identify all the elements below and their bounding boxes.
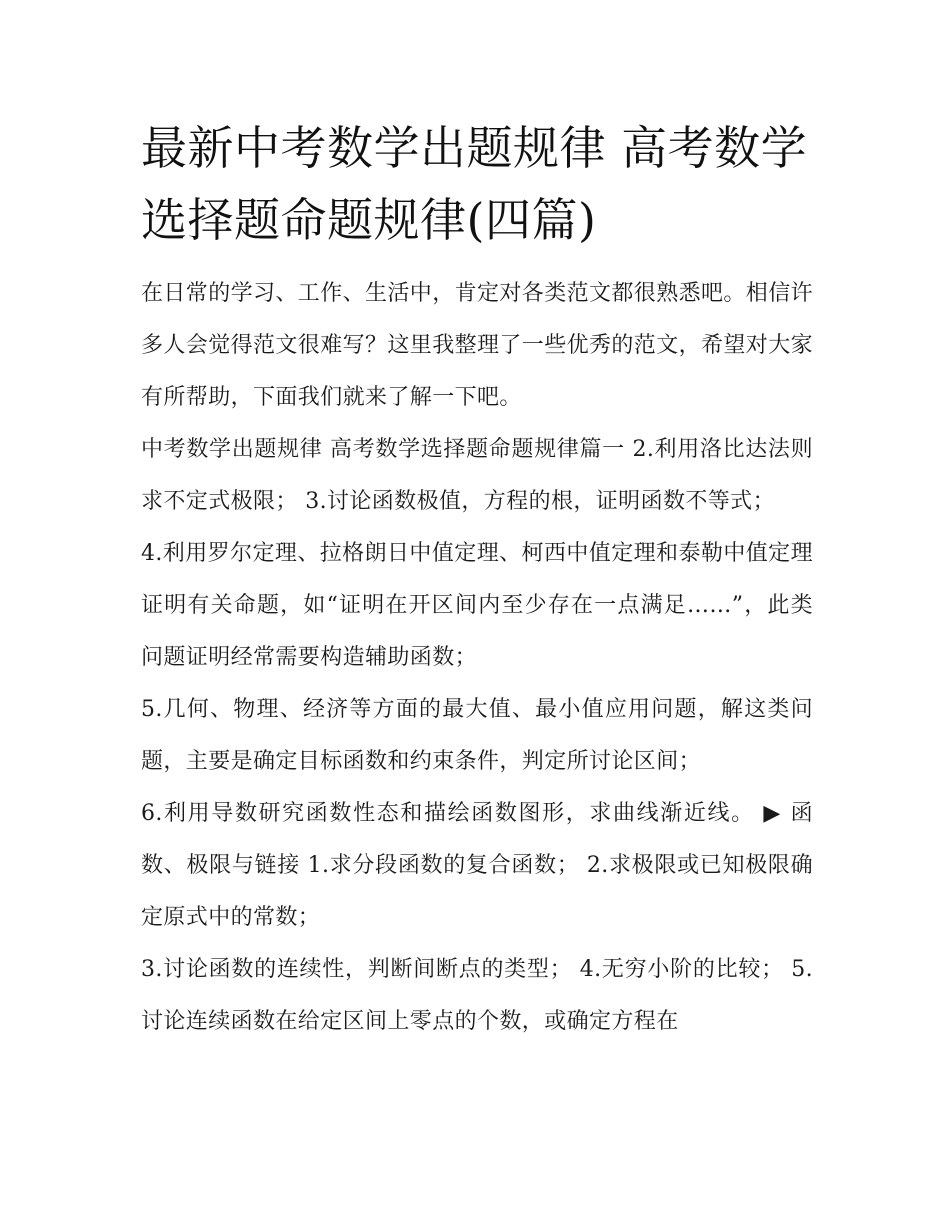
paragraph-intro: 在日常的学习、工作、生活中，肯定对各类范文都很熟悉吧。相信许多人会觉得范文很难写？这里我整理了一些优秀的范文，希望对大家有所帮助，下面我们就来了解一下吧。 xyxy=(141,281,814,410)
document-title: 最新中考数学出题规律 高考数学选择题命题规律(四篇) xyxy=(141,121,808,247)
paragraph-item-4: 4.利用罗尔定理、拉格朗日中值定理、柯西中值定理和泰勒中值定理证明有关命题，如“证明在开区间内至少存在一点满足……”，此类问题证明经常需要构造辅助函数； xyxy=(141,541,813,670)
paragraph-continuity: 3.讨论函数的连续性，判断间断点的类型； 4.无穷小阶的比较； 5.讨论连续函数在给定区间上零点的个数，或确定方程在 xyxy=(141,957,813,1034)
document-page xyxy=(141,112,813,1048)
paragraph-section-one: 中考数学出题规律 高考数学选择题命题规律篇一 2.利用洛比达法则求不定式极限； 3.讨论函数极值，方程的根，证明函数不等式； xyxy=(141,437,813,514)
document-body xyxy=(141,268,813,1048)
paragraph-item-5: 5.几何、物理、经济等方面的最大值、最小值应用问题，解这类问题，主要是确定目标函数和约束条件，判定所讨论区间； xyxy=(141,697,813,774)
paragraph-item-6: 6.利用导数研究函数性态和描绘函数图形，求曲线渐近线。 ▶ 函数、极限与链接 1.求分段函数的复合函数； 2.求极限或已知极限确定原式中的常数； xyxy=(141,801,813,930)
